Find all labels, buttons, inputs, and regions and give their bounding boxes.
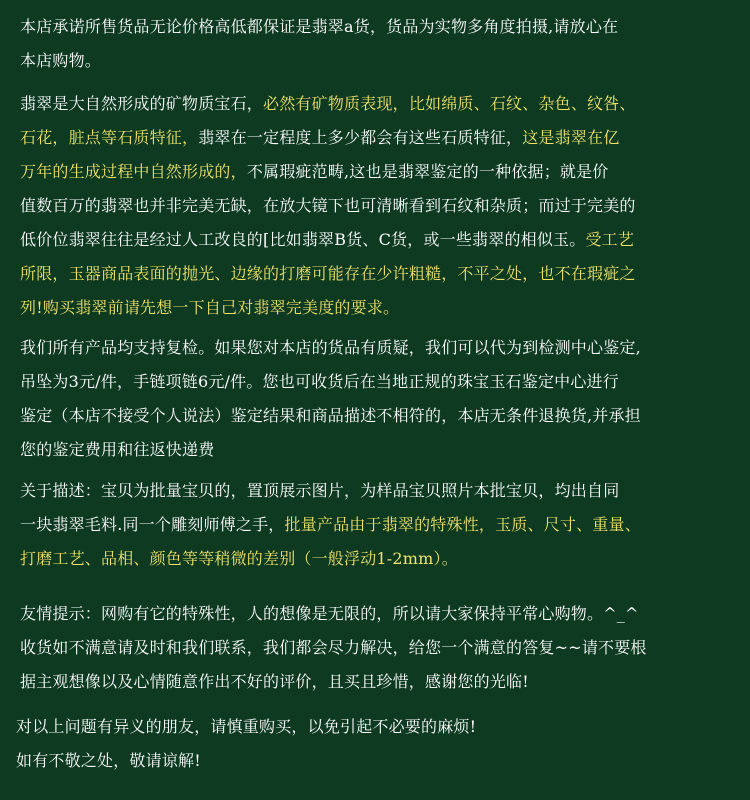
description-text: 一块翡翠毛料.同一个雕刻师傅之手，	[20, 515, 285, 534]
nature-line	[20, 155, 636, 189]
description-paragraph	[20, 474, 641, 576]
description-highlight: 批量产品由于翡翠的特殊性，玉质、尺寸、重量、	[284, 515, 641, 534]
nature-highlight: 万年的生成过程中自然形成的，	[20, 162, 247, 181]
recheck-line: 您的鉴定费用和往返快递费	[20, 440, 215, 459]
friendly-tips-paragraph	[20, 597, 647, 699]
nature-text: 不属瑕疵范畴,这也是翡翠鉴定的一种依据；就是价	[246, 162, 609, 181]
nature-line	[20, 291, 636, 325]
tips-line: 收货如不满意请及时和我们联系，我们都会尽力解决，给您一个满意的答复~~请不要根	[20, 638, 647, 657]
tips-line: 据主观想像以及心情随意作出不好的评价，且买且珍惜，感谢您的光临!	[20, 672, 529, 691]
nature-highlight: 列!购买翡翠前请先想一下自己对翡翠完美度的要求。	[20, 298, 400, 317]
description-line	[20, 542, 641, 576]
nature-highlight: 受工艺	[585, 230, 635, 249]
description-text: 关于描述：宝贝为批量宝贝的，置顶展示图片，为样品宝贝照片本批宝贝，均出自同	[20, 481, 620, 500]
recheck-line: 吊坠为3元/件，手链项链6元/件。您也可收货后在当地正规的珠宝玉石鉴定中心进行	[20, 372, 619, 391]
description-line	[20, 474, 641, 508]
nature-highlight: 所限，玉器商品表面的抛光、边缘的打磨可能存在少许粗糙，不平之处，也不在瑕疵之	[20, 264, 636, 283]
promise-line: 本店购物。	[20, 51, 102, 70]
nature-highlight: 必然有矿物质表现，比如绵质、石纹、杂色、纹咎、	[263, 94, 636, 113]
nature-line	[20, 87, 636, 121]
promise-line: 本店承诺所售货品无论价格高低都保证是翡翠a货，货品为实物多角度拍摄,请放心在	[20, 17, 619, 36]
nature-text: 低价位翡翠往往是经过人工改良的[比如翡翠B货、C货，或一些翡翠的相似玉。	[20, 230, 586, 249]
description-line	[20, 508, 641, 542]
authenticity-promise	[20, 10, 618, 78]
description-highlight: 打磨工艺、品相、颜色等等稍微的差别（一般浮动1-2mm）。	[20, 549, 458, 568]
nature-text: 值数百万的翡翠也并非完美无缺，在放大镜下也可清晰看到石纹和杂质；而过于完美的	[20, 196, 636, 215]
nature-line	[20, 257, 636, 291]
recheck-line: 鉴定（本店不接受个人说法）鉴定结果和商品描述不相符的，本店无条件退换货,并承担	[20, 406, 641, 425]
closing-paragraph	[16, 710, 476, 778]
nature-highlight: 石花，脏点等石质特征，	[20, 128, 199, 147]
nature-text: 翡翠在一定程度上多少都会有这些石质特征，	[198, 128, 523, 147]
nature-text: 翡翠是大自然形成的矿物质宝石，	[20, 94, 264, 113]
nature-line	[20, 189, 636, 223]
recheck-policy-paragraph	[20, 331, 641, 467]
recheck-line: 我们所有产品均支持复检。如果您对本店的货品有质疑，我们可以代为到检测中心鉴定,	[20, 338, 641, 357]
nature-line	[20, 223, 636, 257]
closing-line: 如有不敬之处，敬请谅解!	[16, 751, 201, 770]
closing-line: 对以上问题有异义的朋友，请慎重购买，以免引起不必要的麻烦!	[16, 717, 477, 736]
nature-line	[20, 121, 636, 155]
jade-nature-paragraph	[20, 87, 636, 325]
tips-line: 友情提示：网购有它的特殊性，人的想像是无限的，所以请大家保持平常心购物。^_^	[20, 604, 639, 623]
nature-highlight: 这是翡翠在亿	[522, 128, 620, 147]
